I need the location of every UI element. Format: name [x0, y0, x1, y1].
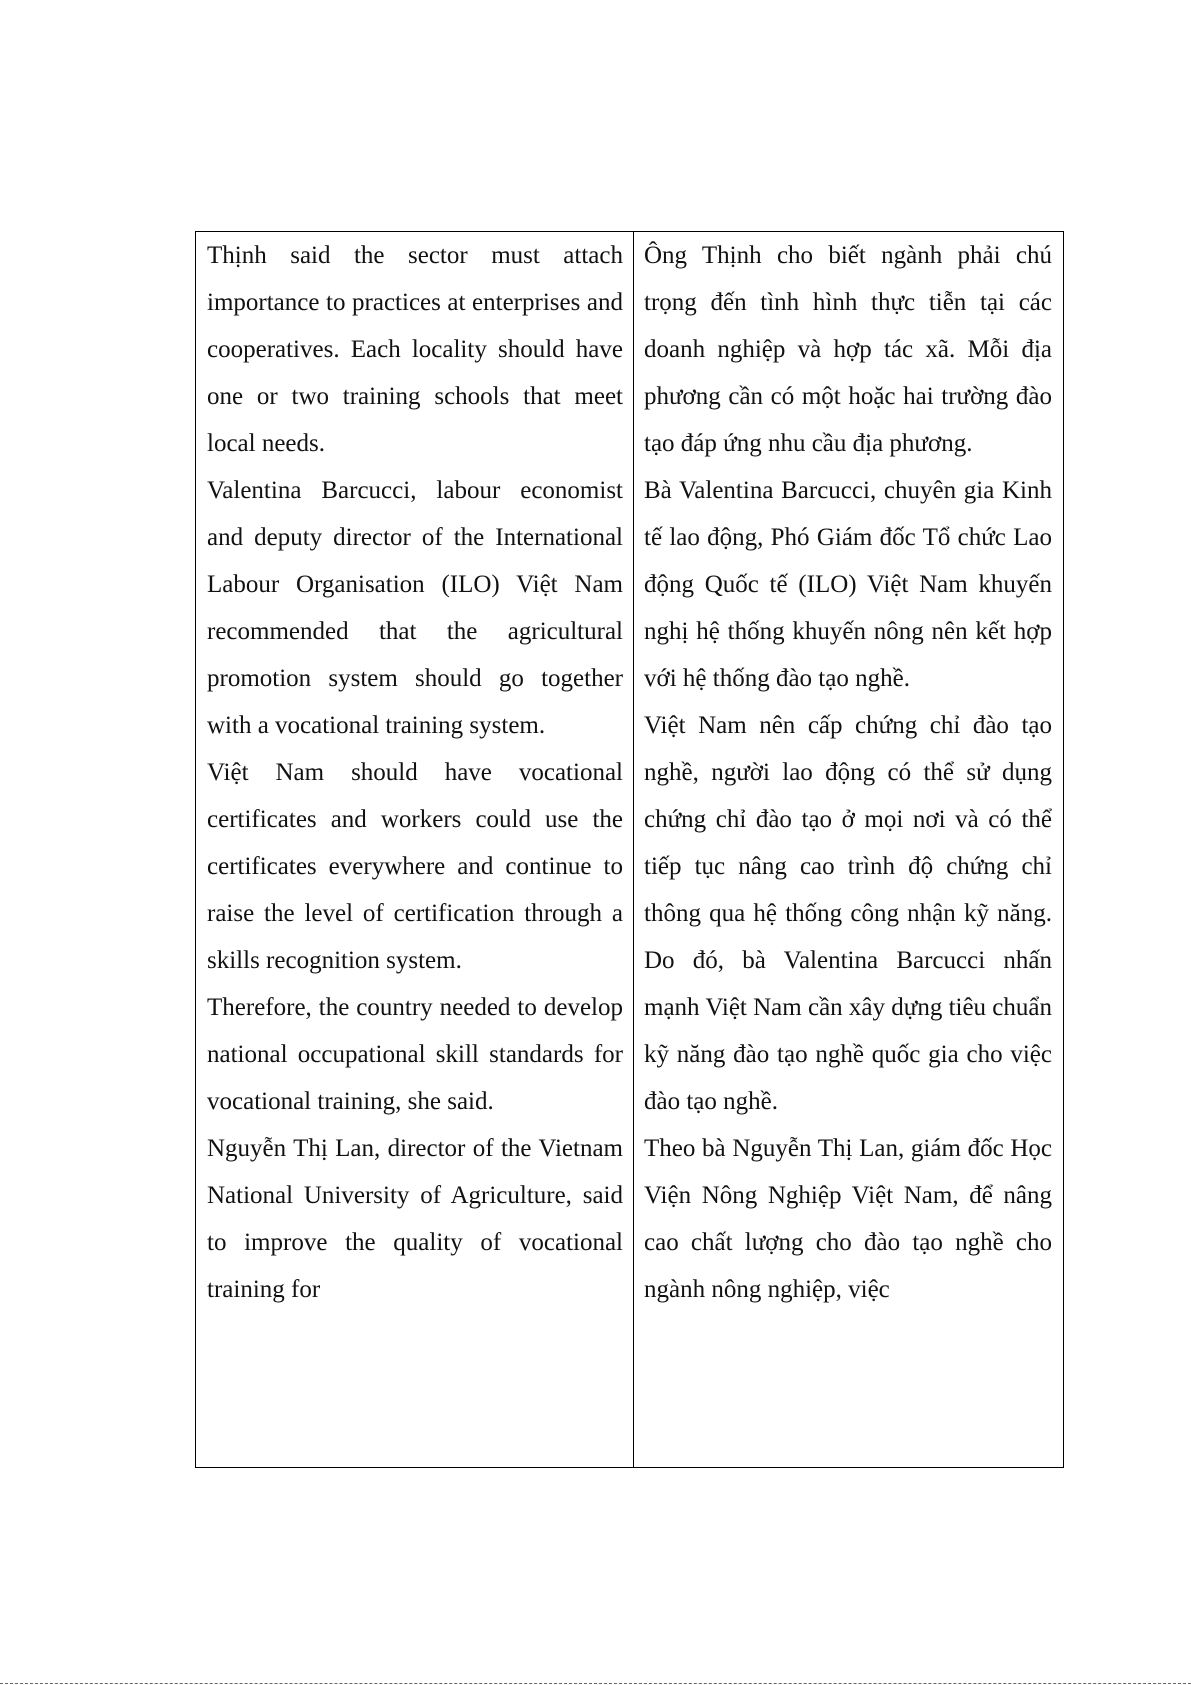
english-paragraph: Nguyễn Thị Lan, director of the Vietnam National University of Agriculture, said to improve the quality of vocational training for — [207, 1135, 623, 1303]
vietnamese-column-cell — [634, 232, 1064, 1468]
bilingual-translation-table — [195, 231, 1064, 1468]
english-paragraph: Việt Nam should have vocational certificates and workers could use the certificates everywhere and continue to raise the level of certification through a skills recognition system. — [207, 759, 623, 974]
vietnamese-column-content — [634, 232, 1063, 1313]
vietnamese-paragraph: Theo bà Nguyễn Thị Lan, giám đốc Học Viện Nông Nghiệp Việt Nam, để nâng cao chất lượng cho đào tạo nghề cho ngành nông nghiệp, việc — [644, 1135, 1052, 1303]
english-paragraph: Valentina Barcucci, labour economist and deputy director of the International Labour Organisation (ILO) Việt Nam recommended that the agricultural promotion system should go together with a vocational training system. — [207, 477, 623, 739]
vietnamese-paragraph: Ông Thịnh cho biết ngành phải chú trọng đến tình hình thực tiễn tại các doanh nghiệp và hợp tác xã. Mỗi địa phương cần có một hoặc hai trường đào tạo đáp ứng nhu cầu địa phương. — [644, 242, 1052, 457]
table-row — [196, 232, 1064, 1468]
english-column-content — [196, 232, 633, 1313]
vietnamese-paragraph: Bà Valentina Barcucci, chuyên gia Kinh tế lao động, Phó Giám đốc Tổ chức Lao động Quốc tế (ILO) Việt Nam khuyến nghị hệ thống khuyến nông nên kết hợp với hệ thống đào tạo nghề. — [644, 477, 1052, 692]
english-column-cell — [196, 232, 634, 1468]
english-paragraph: Therefore, the country needed to develop national occupational skill standards for vocational training, she said. — [207, 994, 623, 1115]
page-bottom-rule — [0, 1683, 1191, 1684]
vietnamese-paragraph: Việt Nam nên cấp chứng chỉ đào tạo nghề, người lao động có thể sử dụng chứng chỉ đào tạo ở mọi nơi và có thể tiếp tục nâng cao trình độ chứng chỉ thông qua hệ thống công nhận kỹ năng. Do đó, bà Valentina Barcucci nhấn mạnh Việt Nam cần xây dựng tiêu chuẩn kỹ năng đào tạo nghề quốc gia cho việc đào tạo nghề. — [644, 712, 1052, 1115]
english-paragraph: Thịnh said the sector must attach importance to practices at enterprises and cooperatives. Each locality should have one or two training schools that meet local needs. — [207, 242, 623, 457]
